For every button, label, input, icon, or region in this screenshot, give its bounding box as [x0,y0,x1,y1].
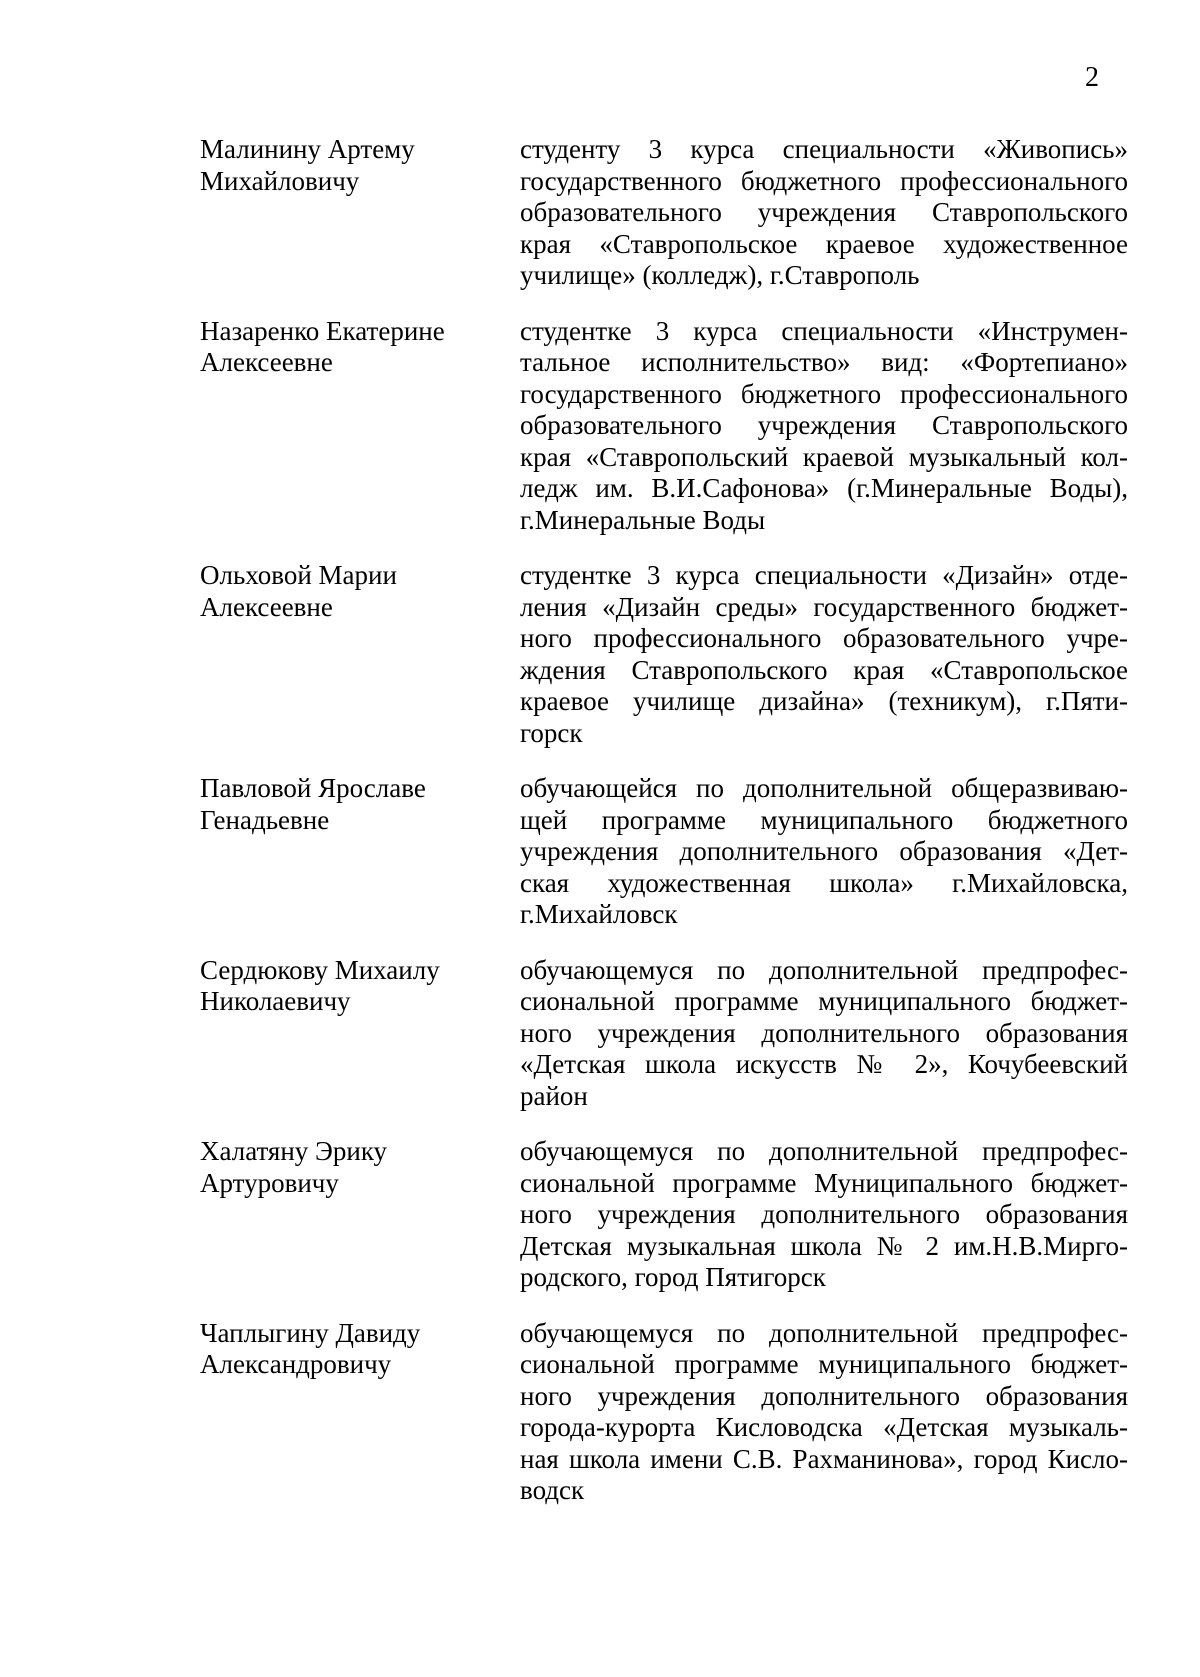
description-line: краевое училище дизайна» (техникум), г.Пяти- [520,686,1128,716]
award-recipients-list [200,134,1128,1507]
description-line: родского, город Пятигорск [520,1262,826,1292]
recipient-entry [200,1136,1128,1294]
description-line: обучающемуся по дополнительной предпрофес- [520,1317,1128,1348]
recipient-description [520,316,1128,537]
recipient-description [520,1136,1128,1294]
page-number: 2 [1085,62,1099,93]
description-line: горск [520,717,583,748]
description-line: ледж им. В.И.Сафонова» (г.Минеральные Воды), [520,473,1128,503]
description-line: Детская музыкальная школа № 2 им.Н.В.Мирго- [520,1230,1128,1261]
recipient-name: Сердюкову Михаилу Николаевичу [200,954,440,1016]
description-line: ного учреждения дополнительного образования [520,1017,1128,1048]
recipient-description [520,773,1128,931]
description-line: ждения Ставропольского края «Ставропольское [520,654,1128,685]
description-line: сиональной программе муниципального бюджет- [520,1349,1128,1379]
description-line: студентке 3 курса специальности «Дизайн» отде- [520,560,1128,590]
description-line: студенту 3 курса специальности «Живопись» [520,134,1128,164]
recipient-entry [200,1318,1128,1507]
description-line: обучающейся по дополнительной общеразвиваю- [520,773,1128,803]
recipient-name: Халатяну Эрику Артуровичу [200,1136,388,1198]
description-line: студентке 3 курса специальности «Инструмен- [520,315,1128,346]
description-line: края «Ставропольский краевой музыкальный кол- [520,441,1128,472]
description-line: города-курорта Кисловодска «Детская музыкаль- [520,1412,1128,1442]
recipient-entry [200,316,1128,537]
description-line: государственного бюджетного профессионального [520,165,1128,196]
description-line: тальное исполнительство» вид: «Фортепиано» [520,347,1128,377]
recipient-name: Чаплыгину Давиду Александровичу [200,1317,421,1379]
description-line: г.Михайловск [520,899,678,929]
description-line: сиональной программе муниципального бюджет- [520,986,1128,1016]
description-line: водск [520,1475,585,1505]
description-line: края «Ставропольское краевое художественное [520,228,1128,259]
description-line: образовательного учреждения Ставропольского [520,197,1128,227]
description-line: училище» (колледж), г.Ставрополь [520,260,920,290]
recipient-name: Назаренко Екатерине Алексеевне [200,315,445,377]
recipient-name: Павловой Ярославе Генадьевне [200,773,426,835]
description-line: обучающемуся по дополнительной предпрофес- [520,1136,1128,1166]
description-line: ного профессионального образовательного учре- [520,623,1128,653]
description-line: г.Минеральные Воды [520,504,766,535]
recipient-entry [200,134,1128,292]
description-line: щей программе муниципального бюджетного [520,804,1128,835]
description-line: государственного бюджетного профессионального [520,378,1128,409]
recipient-name: Малинину Артему Михайловичу [200,134,415,196]
recipient-description [520,134,1128,292]
recipient-entry [200,955,1128,1113]
description-line: учреждения дополнительного образования «Дет- [520,836,1128,866]
description-line: сиональной программе Муниципального бюджет- [520,1167,1128,1198]
description-line: ная школа имени С.В. Рахманинова», город Кисло- [520,1443,1128,1474]
description-line: ного учреждения дополнительного образования [520,1199,1128,1229]
recipient-description [520,560,1128,749]
recipient-entry [200,773,1128,931]
description-line: район [520,1080,588,1111]
recipient-description [520,955,1128,1113]
recipient-entry [200,560,1128,749]
recipient-name: Ольховой Марии Алексеевне [200,560,397,622]
recipient-description [520,1318,1128,1507]
description-line: ного учреждения дополнительного образования [520,1380,1128,1411]
description-line: «Детская школа искусств № 2», Кочубеевский [520,1049,1128,1079]
description-line: обучающемуся по дополнительной предпрофес- [520,954,1128,985]
description-line: ская художественная школа» г.Михайловска, [520,867,1128,898]
description-line: образовательного учреждения Ставропольского [520,410,1128,440]
description-line: ления «Дизайн среды» государственного бюджет- [520,591,1128,622]
